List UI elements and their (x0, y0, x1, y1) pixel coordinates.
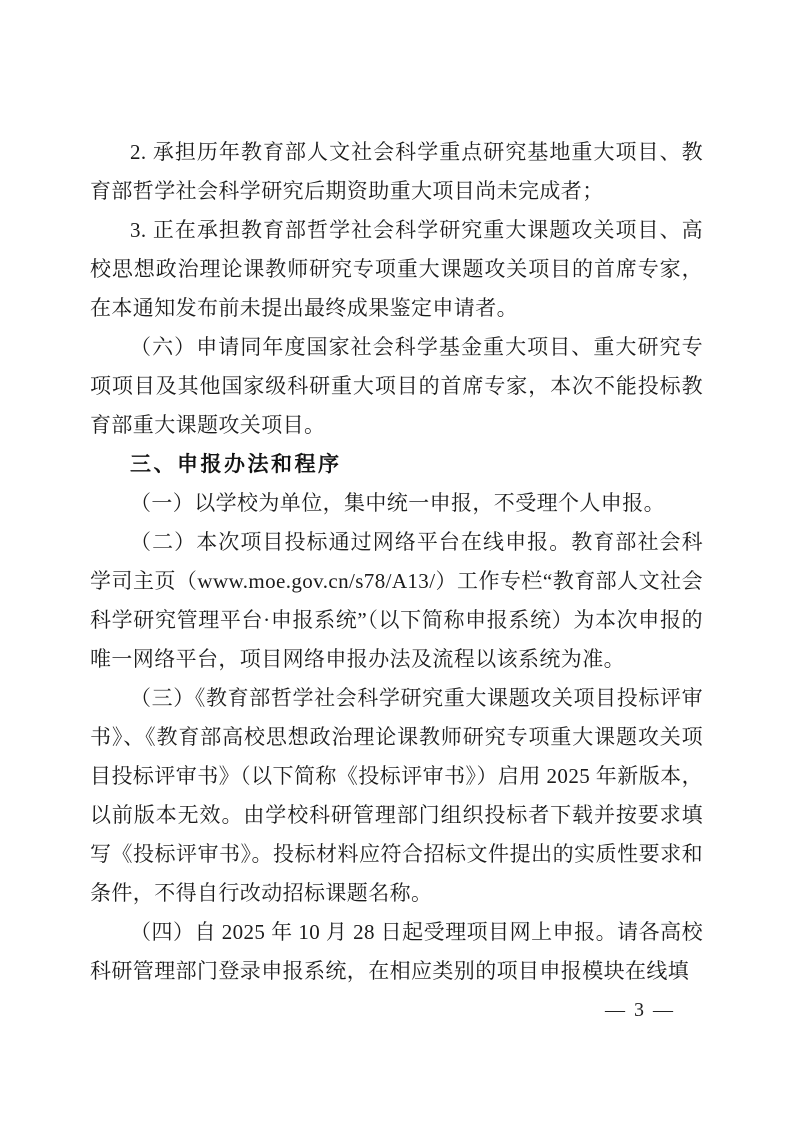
page-number: — 3 — (605, 999, 675, 1021)
paragraph-clause-four: （四）自 2025 年 10 月 28 日起受理项目网上申报。请各高校科研管理部门登录申报系统，在相应类别的项目申报模块在线填 (90, 920, 703, 983)
section-heading-three: 三、申报办法和程序 (130, 453, 342, 476)
paragraph-clause-three: （三）《教育部哲学社会科学研究重大课题攻关项目投标评审书》、《教育部高校思想政治理论课教师研究专项重大课题攻关项目投标评审书》（以下简称《投标评审书》）启用 2025 年新版本，以前版本无效。由学校科研管理部门组织投标者下载并按要求填写《投标评审书》。投标材料应符合招标文件提出的实质性要求和条件，不得自行改动招标课题名称。 (90, 686, 703, 905)
paragraph-clause-six: （六）申请同年度国家社会科学基金重大项目、重大研究专项项目及其他国家级科研重大项目的首席专家，本次不能投标教育部重大课题攻关项目。 (90, 335, 703, 437)
paragraph-clause-two: （二）本次项目投标通过网络平台在线申报。教育部社会科学司主页（www.moe.gov.cn/s78/A13/）工作专栏“教育部人文社会科学研究管理平台·申报系统”（以下简称申报系统）为本次申报的唯一网络平台，项目网络申报办法及流程以该系统为准。 (90, 530, 703, 671)
paragraph-item-2: 2. 承担历年教育部人文社会科学重点研究基地重大项目、教育部哲学社会科学研究后期资助重大项目尚未完成者； (90, 140, 703, 203)
document-body (90, 133, 703, 991)
paragraph-clause-one: （一）以学校为单位，集中统一申报，不受理个人申报。 (130, 491, 665, 515)
paragraph-item-3: 3. 正在承担教育部哲学社会科学研究重大课题攻关项目、高校思想政治理论课教师研究专项重大课题攻关项目的首席专家，在本通知发布前未提出最终成果鉴定申请者。 (90, 218, 703, 320)
